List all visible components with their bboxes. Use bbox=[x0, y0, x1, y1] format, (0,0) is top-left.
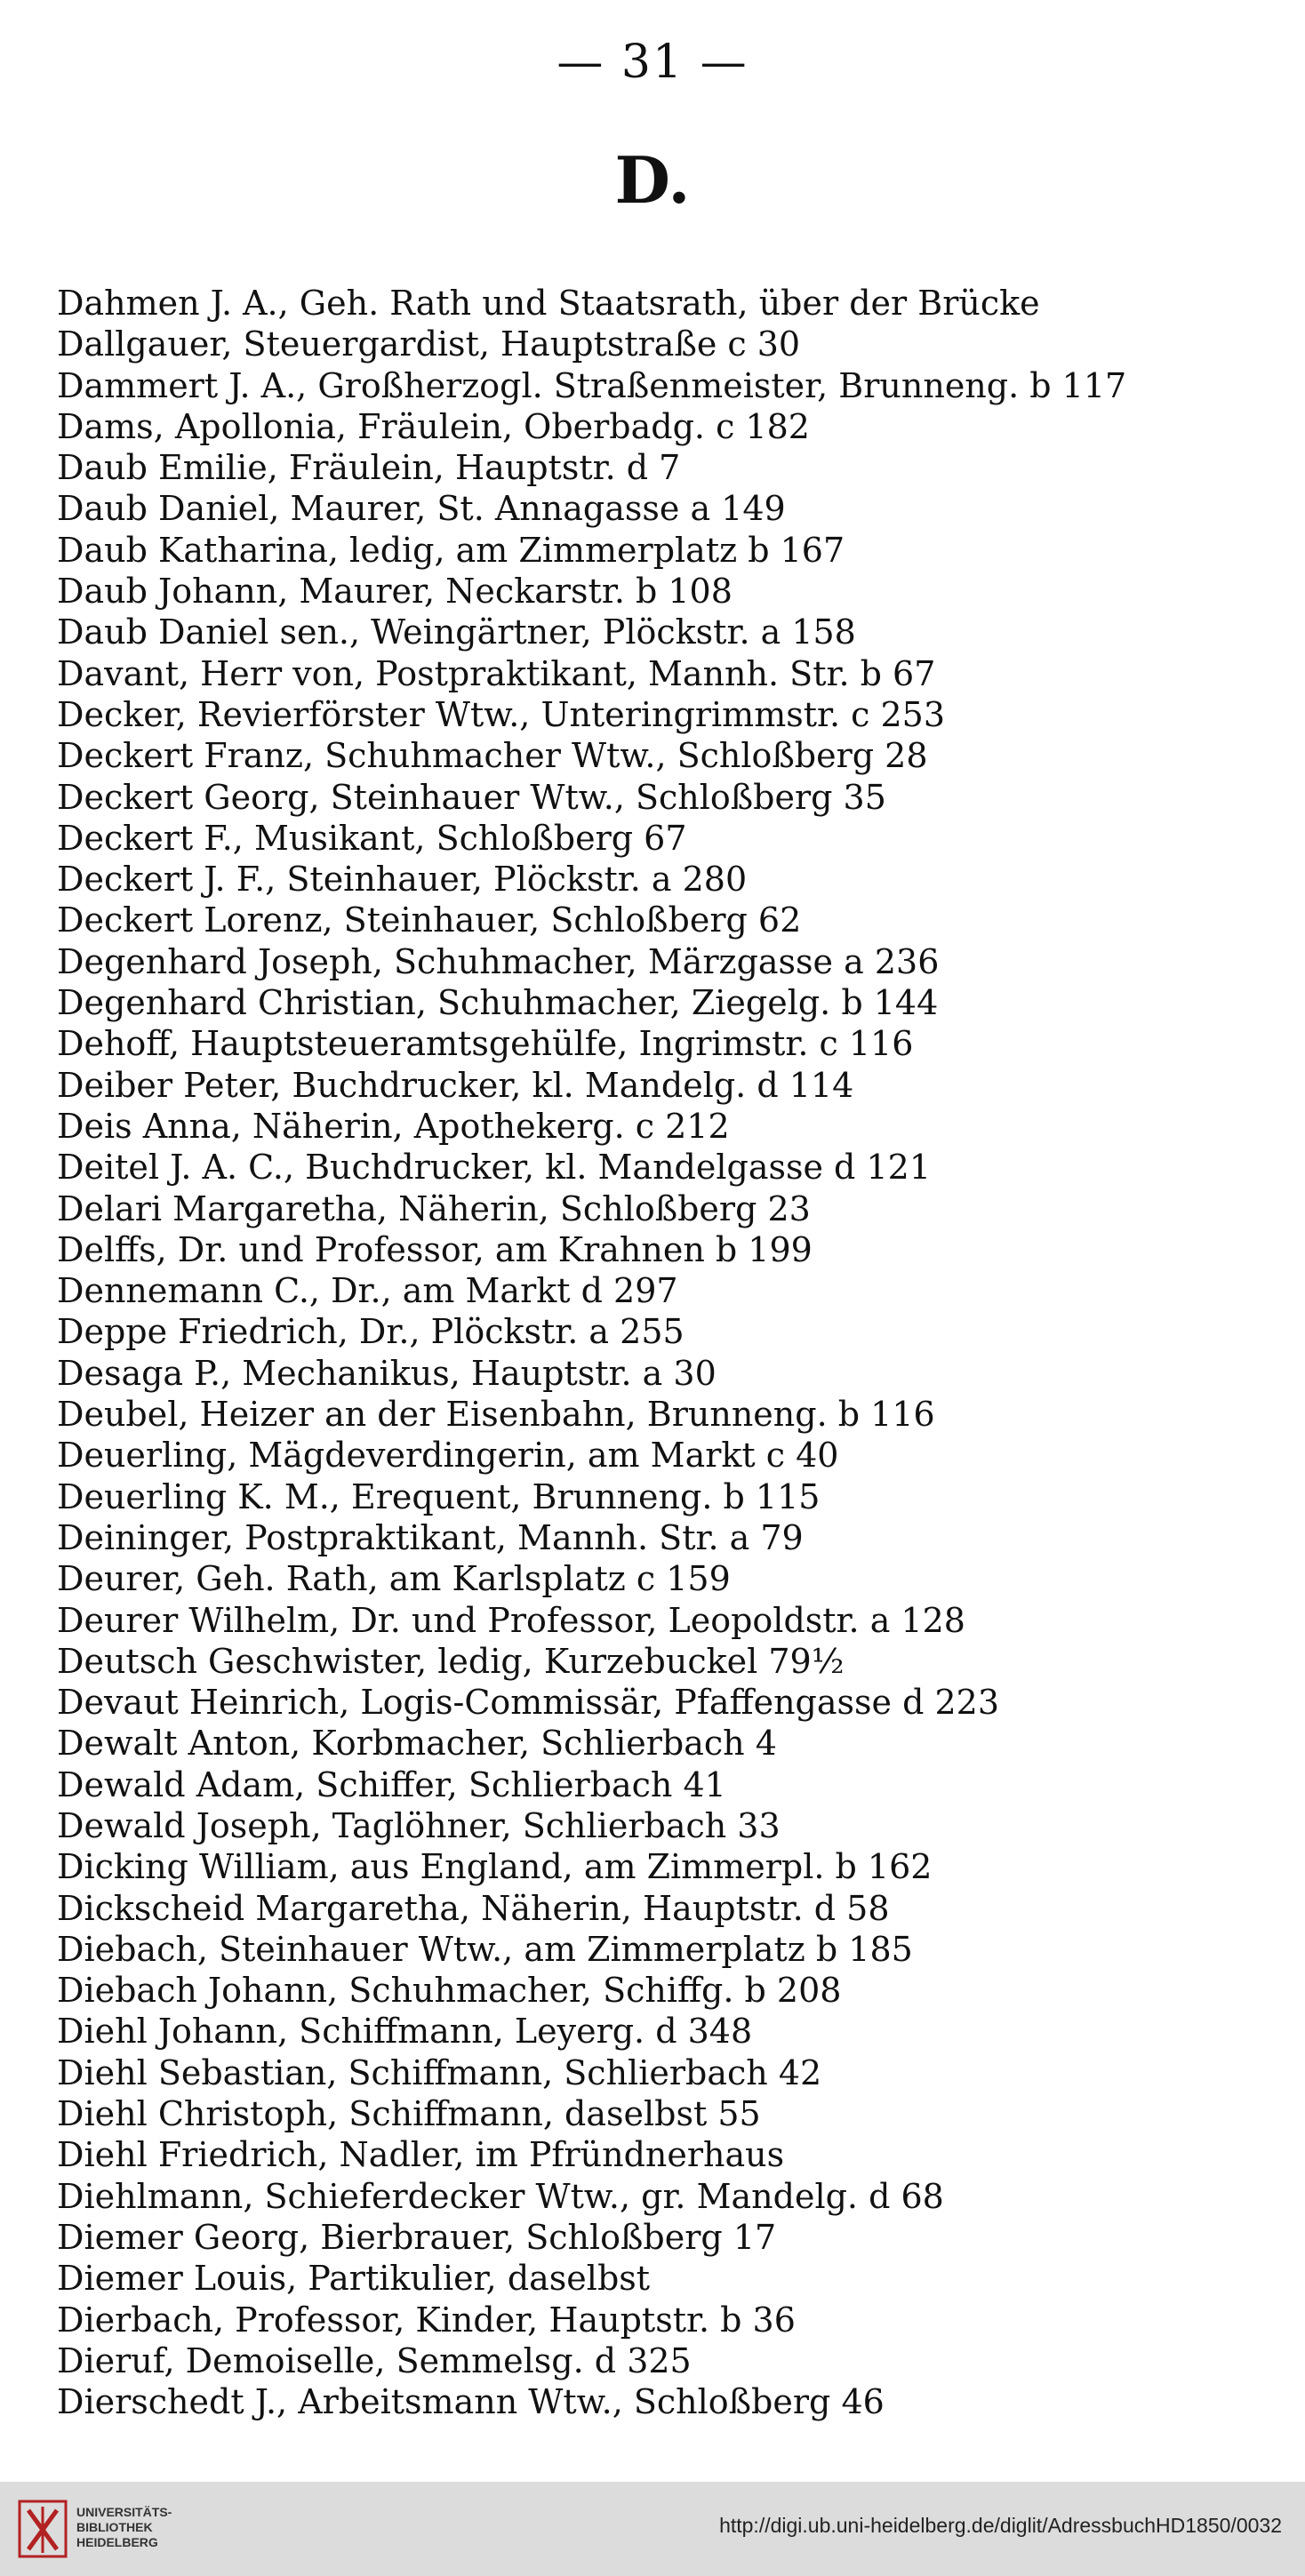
directory-entry: Diebach Johann, Schuhmacher, Schiffg. b 208 bbox=[57, 1971, 842, 2011]
directory-entry: Dahmen J. A., Geh. Rath und Staatsrath, über der Brücke bbox=[57, 284, 1040, 323]
directory-entry: Daub Johann, Maurer, Neckarstr. b 108 bbox=[57, 572, 733, 612]
directory-entry: Degenhard Christian, Schuhmacher, Ziegelg. b 144 bbox=[57, 983, 939, 1023]
viewer-footer-bar bbox=[0, 2482, 1305, 2576]
directory-entry: Dewald Joseph, Taglöhner, Schlierbach 33 bbox=[57, 1805, 781, 1845]
directory-entry: Deppe Friedrich, Dr., Plöckstr. a 255 bbox=[57, 1312, 685, 1352]
directory-entry: Dammert J. A., Großherzogl. Straßenmeister, Brunneng. b 117 bbox=[57, 365, 1127, 405]
directory-entry: Deininger, Postpraktikant, Mannh. Str. a 79 bbox=[57, 1517, 804, 1557]
directory-entry: Delffs, Dr. und Professor, am Krahnen b 199 bbox=[57, 1229, 813, 1269]
library-name-line3: HEIDELBERG bbox=[76, 2535, 158, 2549]
directory-entry: Dennemann C., Dr., am Markt d 297 bbox=[57, 1271, 678, 1311]
directory-entry: Deckert F., Musikant, Schloßberg 67 bbox=[57, 818, 687, 858]
directory-entry: Daub Katharina, ledig, am Zimmerplatz b 167 bbox=[57, 530, 845, 570]
directory-entry: Daub Daniel sen., Weingärtner, Plöckstr. a 158 bbox=[57, 612, 856, 652]
directory-entry: Deckert Franz, Schuhmacher Wtw., Schloßberg 28 bbox=[57, 736, 928, 776]
directory-entry: Deutsch Geschwister, ledig, Kurzebuckel 79½ bbox=[57, 1641, 845, 1681]
directory-entry: Dierbach, Professor, Kinder, Hauptstr. b 36 bbox=[57, 2300, 796, 2340]
directory-entry: Deurer, Geh. Rath, am Karlsplatz c 159 bbox=[57, 1559, 731, 1599]
directory-entry: Dicking William, aus England, am Zimmerpl. b 162 bbox=[57, 1847, 933, 1887]
directory-entry: Daub Emilie, Fräulein, Hauptstr. d 7 bbox=[57, 448, 681, 488]
directory-entry: Dewald Adam, Schiffer, Schlierbach 41 bbox=[57, 1764, 726, 1804]
page-number: — 31 — bbox=[556, 36, 749, 89]
directory-entry: Dams, Apollonia, Fräulein, Oberbadg. c 182 bbox=[57, 406, 810, 446]
directory-entry: Degenhard Joseph, Schuhmacher, Märzgasse a 236 bbox=[57, 941, 940, 981]
directory-entry: Deckert Lorenz, Steinhauer, Schloßberg 62 bbox=[57, 900, 802, 940]
permalink-url[interactable]: http://digi.ub.uni-heidelberg.de/diglit/AdressbuchHD1850/0032 bbox=[719, 2514, 1282, 2537]
directory-entry: Dallgauer, Steuergardist, Hauptstraße c 30 bbox=[57, 324, 801, 364]
directory-entry: Diehl Friedrich, Nadler, im Pfründnerhaus bbox=[57, 2135, 785, 2175]
directory-entry: Diemer Louis, Partikulier, daselbst bbox=[57, 2259, 651, 2299]
directory-entry: Deurer Wilhelm, Dr. und Professor, Leopoldstr. a 128 bbox=[57, 1600, 965, 1640]
directory-entry: Diehlmann, Schieferdecker Wtw., gr. Mandelg. d 68 bbox=[57, 2176, 944, 2216]
directory-entry: Diehl Christoph, Schiffmann, daselbst 55 bbox=[57, 2094, 761, 2134]
university-library-logo-icon[interactable] bbox=[16, 2500, 69, 2558]
directory-entry: Dewalt Anton, Korbmacher, Schlierbach 4 bbox=[57, 1724, 777, 1764]
directory-entry: Daub Daniel, Maurer, St. Annagasse a 149 bbox=[57, 489, 786, 529]
directory-entry: Dierschedt J., Arbeitsmann Wtw., Schloßberg 46 bbox=[57, 2382, 885, 2422]
library-name-line2: BIBLIOTHEK bbox=[76, 2520, 153, 2534]
directory-entry: Deubel, Heizer an der Eisenbahn, Brunneng. b 116 bbox=[57, 1395, 935, 1435]
section-letter-heading: D. bbox=[614, 142, 691, 218]
directory-entry: Dehoff, Hauptsteueramtsgehülfe, Ingrimstr. c 116 bbox=[57, 1024, 914, 1064]
directory-entry: Deitel J. A. C., Buchdrucker, kl. Mandelgasse d 121 bbox=[57, 1148, 931, 1188]
library-name-line1: UNIVERSITÄTS- bbox=[76, 2505, 172, 2519]
directory-entry: Dieruf, Demoiselle, Semmelsg. d 325 bbox=[57, 2340, 692, 2380]
directory-entry: Diebach, Steinhauer Wtw., am Zimmerplatz b 185 bbox=[57, 1929, 913, 1969]
directory-entry: Desaga P., Mechanikus, Hauptstr. a 30 bbox=[57, 1353, 717, 1393]
directory-entry: Deuerling, Mägdeverdingerin, am Markt c 40 bbox=[57, 1436, 839, 1476]
directory-entry: Deckert Georg, Steinhauer Wtw., Schloßberg 35 bbox=[57, 777, 886, 817]
library-name[interactable] bbox=[76, 2505, 172, 2550]
directory-entry: Davant, Herr von, Postpraktikant, Mannh. Str. b 67 bbox=[57, 653, 936, 693]
directory-entry: Devaut Heinrich, Logis-Commissär, Pfaffengasse d 223 bbox=[57, 1683, 1000, 1723]
directory-entry-list bbox=[57, 283, 1248, 2422]
directory-entry: Dickscheid Margaretha, Näherin, Hauptstr. d 58 bbox=[57, 1888, 890, 1928]
directory-entry: Delari Margaretha, Näherin, Schloßberg 23 bbox=[57, 1188, 811, 1228]
directory-entry: Decker, Revierförster Wtw., Unteringrimmstr. c 253 bbox=[57, 694, 946, 734]
directory-entry: Deis Anna, Näherin, Apothekerg. c 212 bbox=[57, 1106, 730, 1146]
directory-entry: Deuerling K. M., Erequent, Brunneng. b 115 bbox=[57, 1476, 821, 1516]
directory-entry: Deckert J. F., Steinhauer, Plöckstr. a 280 bbox=[57, 860, 748, 900]
directory-entry: Diemer Georg, Bierbrauer, Schloßberg 17 bbox=[57, 2217, 777, 2257]
directory-entry: Deiber Peter, Buchdrucker, kl. Mandelg. d 114 bbox=[57, 1065, 854, 1105]
directory-entry: Diehl Sebastian, Schiffmann, Schlierbach 42 bbox=[57, 2052, 822, 2092]
directory-entry: Diehl Johann, Schiffmann, Leyerg. d 348 bbox=[57, 2012, 753, 2052]
